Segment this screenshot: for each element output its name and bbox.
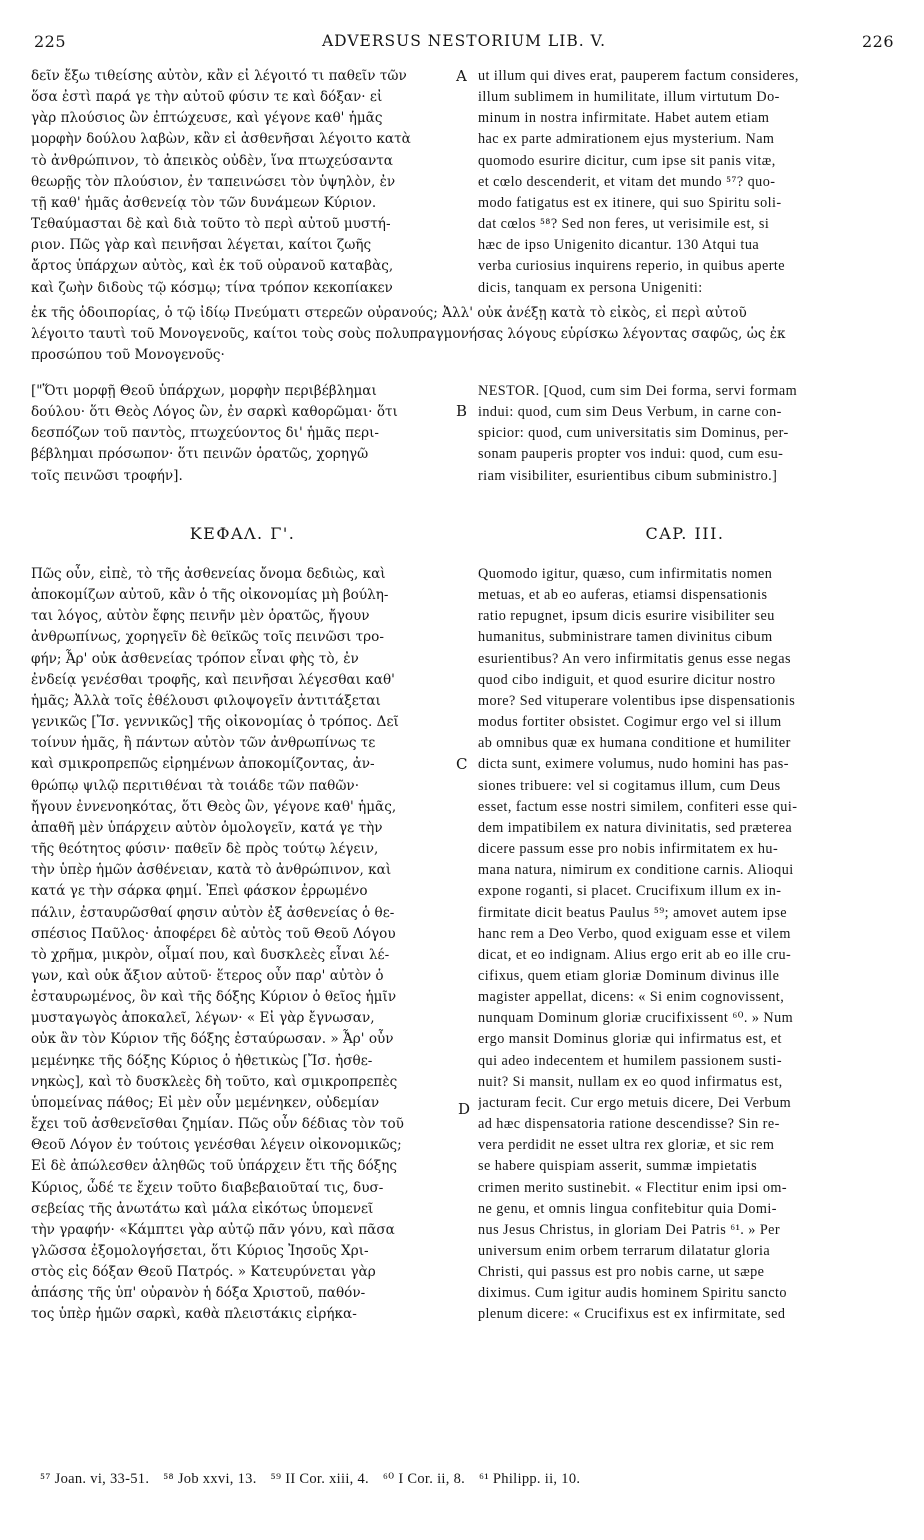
text-line: firmitate dicit beatus Paulus ⁵⁹; amovet autem ipse: [478, 904, 788, 921]
text-line: δεῖν ἔξω τιθείσης αὐτὸν, κἂν εἰ λέγοιτό τι παθεῖν τῶν: [31, 68, 407, 84]
text-line: ["Ὅτι μορφῇ Θεοῦ ὑπάρχων, μορφὴν περιβέβλημαι: [31, 383, 377, 399]
text-line: ratio repugnet, ipsum dicis esurire visibiliter seu: [478, 608, 775, 625]
text-line: illum sublimem in humilitate, illum virtutum Do-: [478, 89, 780, 106]
text-line: dicat, et eo indignam. Alius ergo erit ab eo ille cru-: [478, 946, 792, 963]
chapter-heading-latin: CAP. III.: [645, 524, 725, 543]
text-line: dicis, tanquam ex persona Unigeniti:: [478, 279, 703, 296]
text-line: ad hæc dispensatoria ratione descendisse? Sin re-: [478, 1116, 780, 1133]
text-line: riam visibiliter, esurientibus cibum subministro.]: [478, 467, 778, 484]
greek-full-width-lines: [31, 303, 892, 366]
text-line: θρώπῳ ψιλῷ περιτιθέναι τὰ τοιάδε τῶν παθῶν·: [31, 777, 360, 794]
text-line: τος ὑπὲρ ἡμῶν σαρκὶ, καθὰ πλειστάκις εἰρήκα-: [31, 1306, 357, 1323]
text-line: NESTOR. [Quod, cum sim Dei forma, servi formam: [478, 383, 798, 399]
text-line: Κύριος, ὧδέ τε ἔχειν τοῦτο διαβεβαιοῦταί τις, δυσ-: [31, 1179, 384, 1196]
text-line: quomodo esurire dicitur, cum ipse sit panis vitæ,: [478, 152, 776, 169]
text-line: sonam pauperis propter vos indui: quod, cum esu-: [478, 446, 784, 463]
text-line: λέγοιτο ταυτὶ τοῦ Μονογενοῦς, καίτοι τοὺς σοὺς πολυπραγμονήσας λόγους εὑρίσκω λέγοντας σαφῶς, ὡς ἐκ: [31, 326, 786, 343]
text-line: plenum dicere: « Crucifixus est ex infirmitate, sed: [478, 1306, 786, 1323]
footnote: ⁶¹ Philipp. ii, 10.: [479, 1471, 581, 1487]
text-line: στὸς εἰς δόξαν Θεοῦ Πατρός. » Κατευρύνεται γὰρ: [31, 1264, 376, 1281]
text-line: ἀπαθῆ μὲν ὑπάρχειν αὐτὸν ὁμολογεῖν, κατά γε τὴν: [31, 819, 383, 836]
text-line: τῇ καθ' ἡμᾶς ἀσθενείᾳ τὸν τῶν δυνάμεων Κύριον.: [31, 194, 377, 211]
latin-column-section1: [478, 66, 892, 299]
text-line: δούλου· ὅτι Θεὸς Λόγος ὢν, ἐν σαρκὶ καθορῶμαι· ὅτι: [31, 404, 398, 421]
page-header: [34, 32, 894, 54]
text-line: τοῖς πεινῶσι τροφήν].: [31, 467, 183, 484]
text-line: ἀνθρωπίνως, χορηγεῖν δὲ θεϊκῶς τοῖς πεινῶσι τρο-: [31, 629, 384, 646]
text-line: καὶ σμικροπρεπῶς εἰρημένων ἀποκομίζοντας, ἀν-: [31, 756, 375, 773]
text-line: γὰρ πλούσιος ὢν ἐπτώχευσε, καὶ γέγονε καθ' ἡμᾶς: [31, 110, 383, 127]
text-line: μεμένηκε τῆς δόξης Κύριος ὁ ἠθετικὼς [Ἴσ. ἠσθε-: [31, 1052, 373, 1069]
text-line: nunquam Dominum gloriæ crucifixissent ⁶⁰. » Num: [478, 1010, 794, 1027]
running-title: ADVERSUS NESTORIUM LIB. V.: [321, 32, 607, 50]
text-line: dem impatibilem ex natura divinitatis, sed præterea: [478, 819, 793, 836]
margin-letter-c: C: [456, 755, 468, 773]
text-line: ne genu, et omnis lingua confitebitur quia Domi-: [478, 1200, 777, 1217]
text-line: ἤγουν ἐννενοηκότας, ὅτι Θεὸς ὢν, γέγονε καθ' ἡμᾶς,: [31, 798, 397, 815]
text-line: ται λόγος, αὐτὸν ἔφης πεινῆν μὲν ὁρατῶς, ἤγουν: [31, 608, 370, 625]
text-line: ἡμᾶς; Ἀλλὰ τοῖς ἐθέλουσι φιλοψογεῖν ἀντιτάξεται: [31, 692, 381, 709]
text-line: siones tribuere: vel si cogitamus illum, cum Deus: [478, 777, 781, 794]
text-line: ὅσα ἐστὶ παρά γε τὴν αὐτοῦ φύσιν τε καὶ δόξαν· εἰ: [31, 89, 383, 106]
text-line: ab omnibus quæ ex humana conditione et humiliter: [478, 735, 791, 752]
text-line: νηκὼς], καὶ τὸ δυσκλεὲς δὴ τοῦτο, καὶ σμικροπρεπὲς: [31, 1073, 398, 1090]
greek-column-section2: [31, 381, 454, 487]
text-line: πάλιν, ἐσταυρῶσθαί φησιν αὐτὸν ἐξ ἀσθενείας ὁ θε-: [31, 904, 395, 921]
text-line: ἀποκομίζων αὐτοῦ, κἂν ὁ τῆς οἰκονομίας μὴ βούλη-: [31, 587, 389, 604]
text-line: φήν; Ἆρ' οὐκ ἀσθενείας τρόπον εἶναι φὴς τὸ, ἐν: [31, 650, 359, 667]
greek-column-section1: [31, 66, 454, 299]
text-line: dicere passum esse pro nobis infirmitatem ex hu-: [478, 841, 779, 858]
text-line: modo fatigatus est ex itinere, qui suo Spiritu soli-: [478, 194, 782, 211]
text-line: σεβείας τῆς ἀνωτάτω καὶ μάλα εἰκότως ὑπομενεῖ: [31, 1200, 374, 1217]
text-line: Christi, qui passus est pro nobis carne, ut sæpe: [478, 1264, 765, 1281]
text-line: hæc de ipso Unigenito dicantur. 130 Atqui tua: [478, 237, 760, 254]
text-line: humanitus, subministrare tamen divinitus cibum: [478, 629, 773, 646]
text-line: τὴν γραφήν· «Κάμπτει γὰρ αὐτῷ πᾶν γόνυ, καὶ πᾶσα: [31, 1221, 395, 1238]
footnote: ⁵⁹ II Cor. xiii, 4.: [270, 1471, 369, 1487]
text-line: μορφὴν δούλου λαβὼν, κἂν εἰ ἀσθενῆσαι λέγοιτο κατὰ: [31, 131, 411, 148]
text-line: κατά γε τὴν σάρκα φημί. Ἐπεὶ φάσκον ἐρρωμένο: [31, 883, 368, 900]
text-line: jacturam fecit. Cur ergo metuis dicere, Dei Verbum: [478, 1094, 792, 1111]
text-line: ἄρτος ὑπάρχων αὐτὸς, καὶ ἐκ τοῦ οὐρανοῦ καταβὰς,: [31, 258, 394, 275]
page-number-left: 225: [34, 32, 67, 51]
text-line: ἐνδείᾳ γενέσθαι τροφῆς, καὶ πεινῆσαι λέγεσθαι καθ': [31, 671, 395, 688]
text-line: dat cœlos ⁵⁸? Sed non feres, ut verisimile est, si: [478, 216, 770, 233]
text-line: τὴν ὑπὲρ ἡμῶν ἀσθένειαν, κατὰ τὸ ἀνθρώπινον, καὶ: [31, 862, 392, 879]
text-line: δεσπόζων τοῦ παντὸς, πτωχεύοντος δι' ἡμᾶς περι-: [31, 425, 380, 442]
greek-column-chapter3: [31, 564, 454, 1326]
margin-letter-b: B: [456, 402, 468, 420]
text-line: Πῶς οὖν, εἰπὲ, τὸ τῆς ἀσθενείας ὄνομα δεδιὼς, καὶ: [31, 566, 386, 582]
text-line: diximus. Cum igitur audis hominem Spiritu sancto: [478, 1285, 787, 1302]
text-line: προσώπου τοῦ Μονογενοῦς·: [31, 347, 225, 364]
text-line: βέβλημαι πρόσωπον· ὅτι πεινῶν ὁρατῶς, χορηγῶ: [31, 446, 369, 463]
text-line: hac ex parte admirationem ejus mysterium. Nam: [478, 131, 775, 148]
text-line: verba curiosius inquirens reperio, in quibus aperte: [478, 258, 786, 275]
text-line: nus Jesus Christus, in gloriam Dei Patris ⁶¹. » Per: [478, 1221, 781, 1238]
text-line: magister appellat, dicens: « Si enim cognovissent,: [478, 989, 785, 1006]
text-line: metuas, et ab eo auferas, etiamsi dispensationis: [478, 587, 768, 604]
text-line: μυσταγωγὸς ἀποκαλεῖ, λέγων· « Εἰ γὰρ ἔγνωσαν,: [31, 1010, 375, 1027]
text-line: ergo mansit Dominus gloriæ qui infirmatus est, et: [478, 1031, 782, 1048]
margin-letter-d: D: [458, 1100, 471, 1118]
text-line: hanc rem a Deo Verbo, quod exiguam esse et vilem: [478, 925, 791, 942]
text-line: esurientibus? An vero infirmitatis genus esse negas: [478, 650, 791, 667]
text-line: Θεοῦ Λόγον ἐν τούτοις γενέσθαι λέγειν οἰκονομικῶς;: [31, 1137, 402, 1154]
text-line: ὑπομείνας πάθος; Εἰ μὲν οὖν μεμένηκεν, οὐδεμίαν: [31, 1094, 380, 1111]
text-line: vera perdidit ne esset ultra rex gloriæ, et sic rem: [478, 1137, 775, 1154]
text-line: Quomodo igitur, quæso, cum infirmitatis nomen: [478, 566, 773, 582]
text-line: τῆς θεότητος φύσιν· παθεῖν δὲ πρὸς τούτῳ λέγειν,: [31, 841, 379, 858]
text-line: θεωρῇς τὸν πλούσιον, ἐν ταπεινώσει τὸν ὑψηλὸν, ἐν: [31, 173, 396, 190]
text-line: indui: quod, cum sim Deus Verbum, in carne con-: [478, 404, 782, 421]
text-line: mana natura, nimirum ex conditione carnis. Alioqui: [478, 862, 794, 879]
text-line: τὸ χρῆμα, μικρὸν, οἶμαί που, καὶ δυσκλεὲς εἶναι λέ-: [31, 946, 390, 963]
text-line: Τεθαύμασται δὲ καὶ διὰ τοῦτο τὸ περὶ αὐτοῦ μυστή-: [31, 216, 391, 233]
text-line: quod cibo indiguit, et quod esurire dicitur nostro: [478, 671, 776, 688]
text-line: qui adeo indecentem et humilem passionem susti-: [478, 1052, 783, 1069]
text-line: ριον. Πῶς γὰρ καὶ πεινῆσαι λέγεται, καίτοι ζωῆς: [31, 237, 372, 254]
text-line: minum in nostra infirmitate. Habet autem etiam: [478, 110, 770, 127]
text-line: σπέσιος Παῦλος· ἀποφέρει δὲ αὐτὸς τοῦ Θεοῦ Λόγου: [31, 925, 396, 942]
text-line: universum enim orbem terrarum dilatatur gloria: [478, 1243, 771, 1259]
text-line: et cœlo descenderit, et vitam det mundo ⁵⁷? quo-: [478, 173, 776, 190]
page-number-right: 226: [861, 32, 894, 51]
text-line: spicior: quod, cum universitatis sim Dominus, per-: [478, 425, 789, 442]
text-line: dicta sunt, eximere volumus, nudo homini has pas-: [478, 756, 789, 773]
text-line: expone roganti, si placet. Crucifixum illum ex in-: [478, 883, 782, 900]
text-line: γων, καὶ οὐκ ἄξιον αὐτοῦ· ἕτερος οὖν παρ' αὐτὸν ὁ: [31, 967, 384, 984]
chapter-heading-greek: ΚΕΦΑΛ. Γ'.: [189, 524, 296, 543]
text-line: τοίνυν ἡμᾶς, ἢ πάντων αὐτὸν τῶν ἀνθρωπίνως τε: [31, 735, 376, 752]
text-line: nuit? Si mansit, nullam ex eo quod infirmatus est,: [478, 1073, 783, 1090]
text-line: crimen merito sustinebit. « Flectitur enim ipsi om-: [478, 1179, 788, 1196]
text-line: more? Sed vituperare volentibus ipse dispensationis: [478, 692, 796, 709]
text-line: γλῶσσα ἐξομολογήσεται, ὅτι Κύριος Ἰησοῦς Χρι-: [31, 1243, 369, 1259]
text-line: cifixus, quem etiam gloriæ Dominum divinus ille: [478, 967, 780, 984]
latin-column-chapter3: [478, 564, 892, 1326]
margin-letter-a: A: [456, 67, 467, 85]
text-line: ἁπάσης τῆς ὑπ' οὐρανὸν ἡ δόξα Χριστοῦ, παθόν-: [31, 1285, 366, 1302]
text-line: modus fortiter obsistet. Cogimur ergo vel si illum: [478, 714, 782, 731]
footnote: ⁶⁰ I Cor. ii, 8.: [382, 1471, 466, 1487]
footnote: ⁵⁷ Joan. vi, 33-51.: [40, 1471, 150, 1487]
text-line: esset, factum esse nostri similem, confiteri esse qui-: [478, 798, 798, 815]
text-line: τὸ ἀνθρώπινον, τὸ ἀπεικὸς οὐδὲν, ἵνα πτωχεύσαντα: [31, 152, 393, 169]
text-line: ἐσταυρωμένος, ὃν καὶ τῆς δόξης Κύριον ὁ θεῖος ἡμῖν: [31, 989, 397, 1006]
footnote: ⁵⁸ Job xxvi, 13.: [163, 1471, 257, 1487]
latin-column-section2: [478, 381, 892, 487]
text-line: ut illum qui dives erat, pauperem factum consideres,: [478, 68, 799, 84]
text-line: γενικῶς [Ἴσ. γεννικῶς] τῆς οἰκονομίας ὁ τρόπος. Δεῖ: [31, 714, 399, 731]
footnotes: [40, 1471, 590, 1488]
text-line: ἔχει τοῦ ἀσθενεῖσθαι ζημίαν. Πῶς οὖν δέδιας τὸν τοῦ: [31, 1116, 404, 1133]
text-line: Εἰ δὲ ἀπώλεσθεν ἀληθῶς τοῦ ὑπάρχειν ἔτι τῆς δόξης: [31, 1158, 397, 1175]
text-line: οὐκ ἂν τὸν Κύριον τῆς δόξης ἐσταύρωσαν. » Ἆρ' οὖν: [31, 1031, 394, 1048]
text-line: se habere quispiam asserit, summæ impietatis: [478, 1158, 758, 1175]
text-line: ἐκ τῆς ὁδοιπορίας, ὁ τῷ ἰδίῳ Πνεύματι στερεῶν οὐρανούς; Ἀλλ' οὐκ ἀνέξῃ κατὰ τὸ εἰκὸς, εἰ περὶ αὐτοῦ: [31, 305, 747, 321]
text-line: καὶ ζωὴν διδοὺς τῷ κόσμῳ; τίνα τρόπον κεκοπίακεν: [31, 279, 393, 296]
